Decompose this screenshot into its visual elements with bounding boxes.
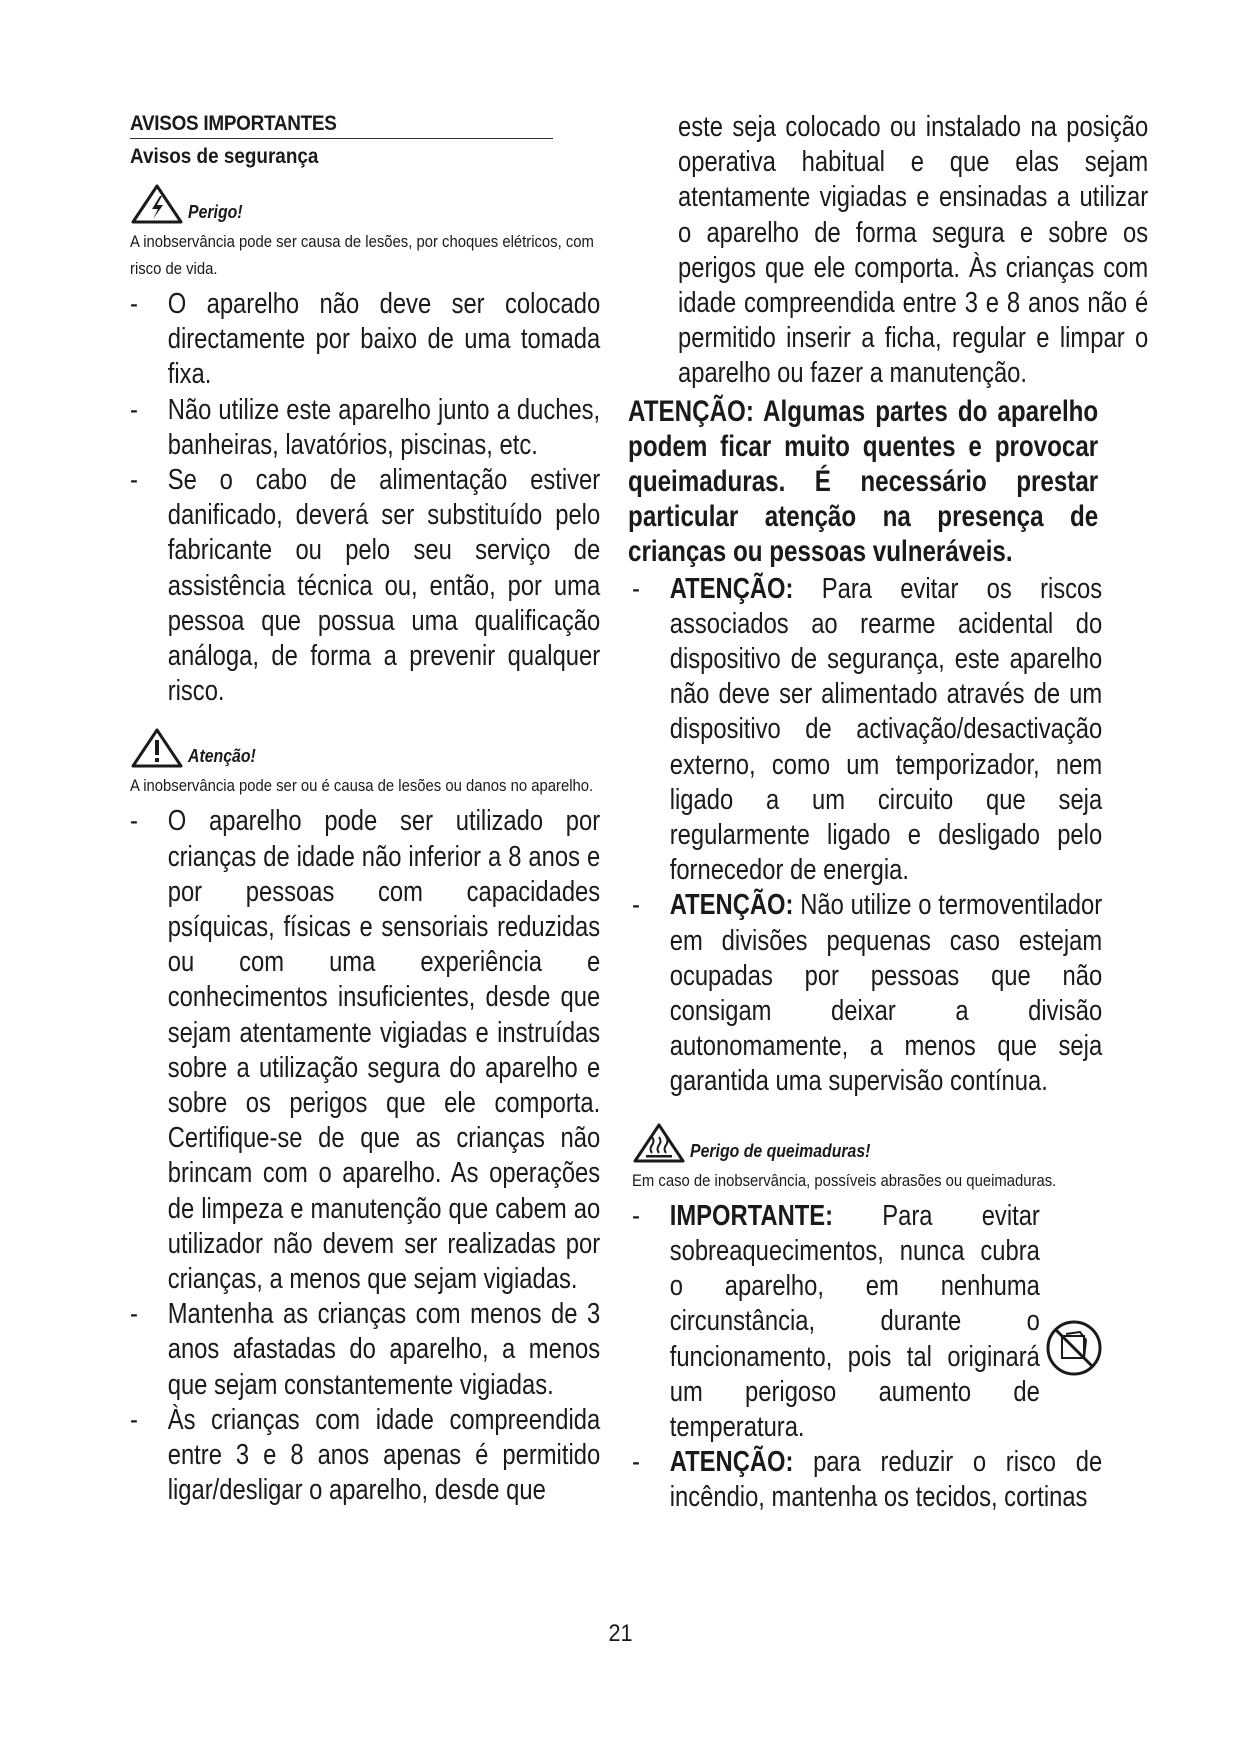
item-label: ATENÇÃO: [669, 572, 794, 605]
warning-icon [130, 727, 184, 769]
list-item: - O aparelho pode ser utilizado por crianças de idade não inferior a 8 anos e por pessoas com capacidades psíquicas, físicas e sensoriais reduzidas ou com uma experiência e conhecimentos insuficientes, desde que sejam atentamente vigiadas e instruídas sobre a utilização segura do aparelho e sobre os perigos que ele comporta. Certifique-se de que as crianças não brincam com o aparelho. As operações de limpeza e manutenção que cabem ao utilizador não devem ser realizadas por crianças, a menos que sejam vigiadas. [130, 804, 600, 1297]
danger-label: Perigo! [188, 202, 243, 222]
item-label: IMPORTANTE: [669, 1199, 834, 1232]
item-text: Para evitar os riscos associados ao rearme acidental do dispositivo de segurança, este aparelho não deve ser alimentado através de um dispositivo de activação/desactivação externo, como um temporizador, nem ligado a um circuito que seja regularmente ligado e desligado pelo fornecedor de energia. [669, 572, 1103, 887]
list-item [632, 572, 1102, 889]
attention-list [130, 804, 600, 1508]
list-item [632, 888, 1102, 1099]
item-text: Não utilize o termoventilador em divisões pequenas caso estejam ocupadas por pessoas que não consigam deixar a divisão autonomamente, a menos que seja garantida uma supervisão contínua. [669, 889, 1103, 1098]
section-title: AVISOS IMPORTANTES [130, 112, 553, 139]
left-column [130, 112, 600, 1509]
electric-hazard-icon [130, 183, 184, 225]
item-label: ATENÇÃO: [669, 889, 794, 922]
burn-text: Em caso de inobservância, possíveis abrasões ou queimaduras. [632, 1171, 1057, 1190]
list-item: - Não utilize este aparelho junto a duches, banheiras, lavatórios, piscinas, etc. [130, 393, 600, 463]
danger-text: A inobservância pode ser causa de lesões, por choques elétricos, com risco de vida. [130, 233, 594, 278]
item-text: para reduzir o risco de incêndio, mantenha os tecidos, cortinas [669, 1446, 1103, 1514]
do-not-cover-icon [1044, 1318, 1104, 1378]
continuation-text: este seja colocado ou instalado na posição operativa habitual e que elas sejam atentamente vigiadas e ensinadas a utilizar o aparelho de forma segura e sobre os perigos que ele comporta. Às crianças com idade compreendida entre 3 e 8 anos não é permitido inserir a ficha, regular e limpar o aparelho ou fazer a manutenção. [678, 111, 1149, 390]
item-text: Para evitar sobreaquecimentos, nunca cubra o aparelho, em nenhuma circunstância, durante o funcionamento, pois tal originará um perigoso aumento de temperatura. [669, 1199, 1040, 1443]
list-item [632, 1445, 1102, 1515]
danger-header [130, 183, 600, 225]
attention-header [130, 727, 600, 769]
hot-surface-icon [632, 1122, 686, 1164]
item-label: ATENÇÃO: [669, 1446, 794, 1479]
caution-bold: ATENÇÃO: Algumas partes do aparelho podem ficar muito quentes e provocar queimaduras. É necessário prestar particular atenção na presença de crianças ou pessoas vulneráveis. [628, 394, 1099, 569]
page-number: 21 [608, 1620, 633, 1647]
attention-text: A inobservância pode ser ou é causa de lesões ou danos no aparelho. [130, 777, 594, 796]
list-item: - Mantenha as crianças com menos de 3 anos afastadas do aparelho, a menos que sejam constantemente vigiadas. [130, 1297, 600, 1403]
attention-items [632, 572, 1102, 1100]
list-item: - O aparelho não deve ser colocado directamente por baixo de uma tomada fixa. [130, 287, 600, 393]
burn-header [632, 1122, 1102, 1164]
burn-label: Perigo de queimaduras! [690, 1140, 871, 1161]
list-item: - Às crianças com idade compreendida entre 3 e 8 anos apenas é permitido ligar/desligar o aparelho, desde que [130, 1403, 600, 1509]
right-column [628, 110, 1149, 1516]
subsection-title: Avisos de segurança [130, 145, 319, 168]
list-item [632, 1199, 1102, 1445]
list-item: - Se o cabo de alimentação estiver danificado, deverá ser substituído pelo fabricante ou pelo seu serviço de assistência técnica ou, então, por uma pessoa que possua uma qualificação análoga, de forma a prevenir qualquer risco. [130, 463, 600, 709]
burn-list [632, 1199, 1102, 1516]
attention-label: Atenção! [188, 746, 256, 767]
danger-list [130, 287, 600, 709]
